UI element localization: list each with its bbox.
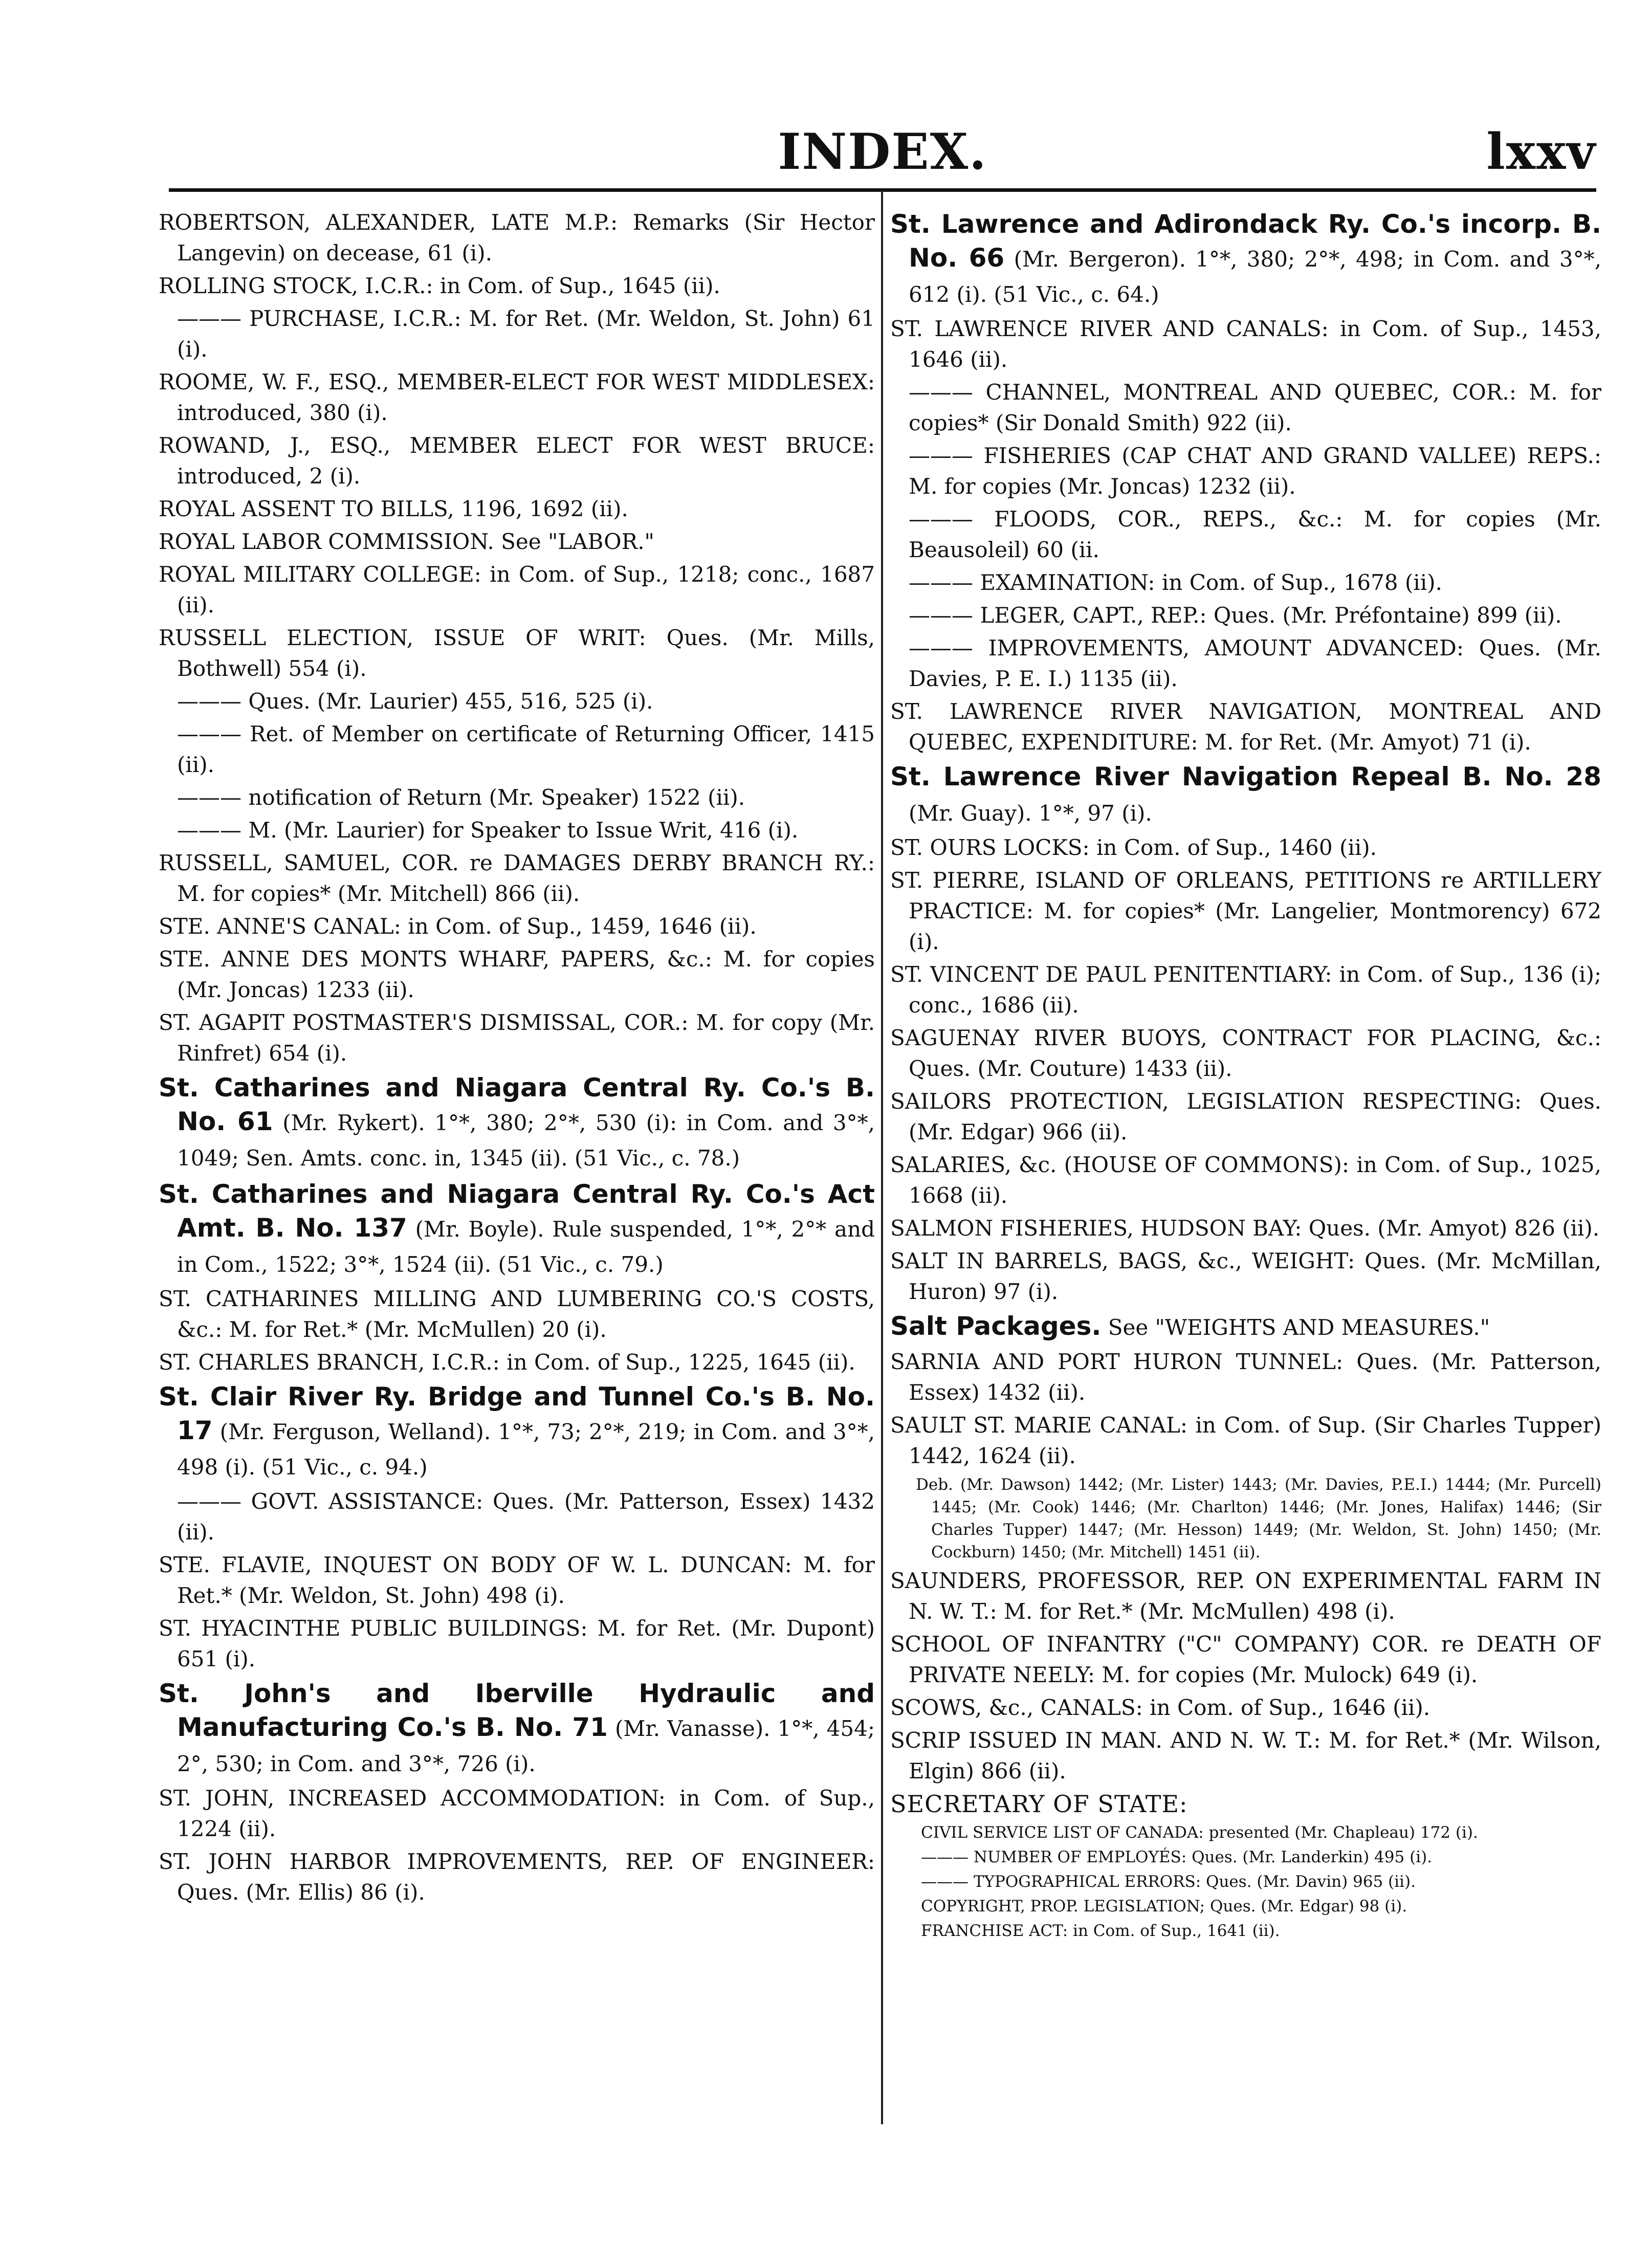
index-entry: ——— CHANNEL, MONTREAL AND QUEBEC, COR.: M. for copies* (Sir Donald Smith) 922 (ii). (909, 380, 1601, 435)
index-entry: SAILORS PROTECTION, LEGISLATION RESPECTING: Ques. (Mr. Edgar) 966 (ii). (890, 1089, 1601, 1144)
page-header (169, 113, 1596, 189)
page-number: lxxv (1486, 123, 1596, 181)
index-entry: ST. OURS LOCKS: in Com. of Sup., 1460 (ii). (890, 835, 1377, 860)
index-entry: SECRETARY OF STATE: (890, 1790, 1188, 1818)
index-entry: ——— IMPROVEMENTS, AMOUNT ADVANCED: Ques. (Mr. Davies, P. E. I.) 1135 (ii). (909, 635, 1601, 691)
index-entry: ST. VINCENT DE PAUL PENITENTIARY: in Com. of Sup., 136 (i); conc., 1686 (ii). (890, 962, 1601, 1018)
index-entry: RUSSELL, SAMUEL, COR. re DAMAGES DERBY BRANCH RY.: M. for copies* (Mr. Mitchell) 866 (ii). (159, 850, 875, 906)
index-entry: STE. ANNE DES MONTS WHARF, PAPERS, &c.: M. for copies (Mr. Joncas) 1233 (ii). (159, 946, 875, 1002)
index-entry: CIVIL SERVICE LIST OF CANADA: presented (Mr. Chapleau) 172 (i). (921, 1823, 1478, 1842)
index-entry (159, 1177, 875, 1282)
index-entry: ——— PURCHASE, I.C.R.: M. for Ret. (Mr. Weldon, St. John) 61 (i). (177, 306, 875, 362)
bill-details: (Mr. Guay). 1°*, 97 (i). (909, 801, 1152, 826)
index-entry: ——— GOVT. ASSISTANCE: Ques. (Mr. Patterson, Essex) 1432 (ii). (177, 1489, 875, 1545)
bill-title: Salt Packages. (890, 1311, 1102, 1341)
index-entry: ——— FISHERIES (CAP CHAT AND GRAND VALLEE) REPS.: M. for copies (Mr. Joncas) 1232 (ii). (909, 443, 1601, 499)
column-divider (881, 190, 883, 2124)
bill-title: St. Lawrence River Navigation Repeal B. No. 28 (890, 762, 1601, 791)
index-entry: FRANCHISE ACT: in Com. of Sup., 1641 (ii). (921, 1922, 1280, 1940)
index-entry: ——— M. (Mr. Laurier) for Speaker to Issue Writ, 416 (i). (177, 818, 799, 843)
bill-details: (Mr. Rykert). 1°*, 380; 2°*, 530 (i): in Com. and 3°*, 1049; Sen. Amts. conc. in, 1345 (ii). (51 Vic., c. 78.) (177, 1110, 875, 1171)
index-entry: ——— notification of Return (Mr. Speaker) 1522 (ii). (177, 785, 745, 810)
left-column (159, 207, 875, 2203)
index-entry: STE. FLAVIE, INQUEST ON BODY OF W. L. DUNCAN: M. for Ret.* (Mr. Weldon, St. John) 498 (i). (159, 1552, 875, 1608)
bill-title: St. Lawrence and Adirondack Ry. Co.'s incorp. B. No. 66 (890, 209, 1601, 273)
index-entry (890, 760, 1601, 830)
bill-title: St. Catharines and Niagara Central Ry. Co.'s B. No. 61 (159, 1073, 875, 1136)
index-entry (159, 1380, 875, 1484)
index-entry: ROYAL MILITARY COLLEGE: in Com. of Sup., 1218; conc., 1687 (ii). (159, 562, 875, 618)
page-title: INDEX. (778, 123, 987, 181)
index-entry: STE. ANNE'S CANAL: in Com. of Sup., 1459, 1646 (ii). (159, 914, 757, 939)
index-entry: ST. HYACINTHE PUBLIC BUILDINGS: M. for Ret. (Mr. Dupont) 651 (i). (159, 1616, 875, 1671)
bill-details: See "WEIGHTS AND MEASURES." (1101, 1315, 1490, 1340)
index-entry: ——— EXAMINATION: in Com. of Sup., 1678 (ii). (909, 570, 1442, 595)
bill-details: (Mr. Ferguson, Welland). 1°*, 73; 2°*, 219; in Com. and 3°*, 498 (i). (51 Vic., c. 94.) (177, 1419, 875, 1480)
index-entry: SALMON FISHERIES, HUDSON BAY: Ques. (Mr. Amyot) 826 (ii). (890, 1216, 1600, 1241)
index-entry: ROBERTSON, ALEXANDER, LATE M.P.: Remarks (Sir Hector Langevin) on decease, 61 (i). (159, 210, 875, 266)
index-entry: ——— FLOODS, COR., REPS., &c.: M. for copies (Mr. Beausoleil) 60 (ii. (909, 507, 1601, 562)
index-entry: ST. CHARLES BRANCH, I.C.R.: in Com. of Sup., 1225, 1645 (ii). (159, 1350, 855, 1375)
index-entry (890, 207, 1601, 312)
bill-title: St. John's and Iberville Hydraulic and Manufacturing Co.'s B. No. 71 (159, 1679, 875, 1742)
index-entry: ST. LAWRENCE RIVER NAVIGATION, MONTREAL AND QUEBEC, EXPENDITURE: M. for Ret. (Mr. Amyot) 71 (i). (890, 699, 1601, 755)
index-entry (159, 1677, 875, 1781)
index-entry: ——— Ques. (Mr. Laurier) 455, 516, 525 (i). (177, 689, 653, 714)
index-entry (890, 1309, 1601, 1345)
index-entry: ROOME, W. F., ESQ., MEMBER-ELECT FOR WEST MIDDLESEX: introduced, 380 (i). (159, 369, 875, 425)
index-entry: ST. LAWRENCE RIVER AND CANALS: in Com. of Sup., 1453, 1646 (ii). (890, 316, 1601, 372)
index-entry: SAUNDERS, PROFESSOR, REP. ON EXPERIMENTAL FARM IN N. W. T.: M. for Ret.* (Mr. McMullen) 498 (i). (890, 1568, 1601, 1624)
index-entry: COPYRIGHT, PROP. LEGISLATION; Ques. (Mr. Edgar) 98 (i). (921, 1897, 1407, 1915)
index-entry: SAGUENAY RIVER BUOYS, CONTRACT FOR PLACING, &c.: Ques. (Mr. Couture) 1433 (ii). (890, 1025, 1601, 1081)
index-entry: SCOWS, &c., CANALS: in Com. of Sup., 1646 (ii). (890, 1695, 1431, 1720)
index-entry: ROWAND, J., ESQ., MEMBER ELECT FOR WEST BRUCE: introduced, 2 (i). (159, 433, 875, 489)
right-column (890, 207, 1601, 2203)
index-entry: ——— Ret. of Member on certificate of Returning Officer, 1415 (ii). (177, 721, 875, 777)
index-entry: SCHOOL OF INFANTRY ("C" COMPANY) COR. re DEATH OF PRIVATE NEELY: M. for copies (Mr. Mulock) 649 (i). (890, 1632, 1601, 1687)
index-entry: ROYAL LABOR COMMISSION. See "LABOR." (159, 529, 654, 554)
index-entry: ——— NUMBER OF EMPLOYÉS: Ques. (Mr. Landerkin) 495 (i). (921, 1848, 1433, 1866)
index-entry: RUSSELL ELECTION, ISSUE OF WRIT: Ques. (Mr. Mills, Bothwell) 554 (i). (159, 625, 875, 681)
index-entry: SARNIA AND PORT HURON TUNNEL: Ques. (Mr. Patterson, Essex) 1432 (ii). (890, 1349, 1601, 1405)
index-entry: ST. CATHARINES MILLING AND LUMBERING CO.'S COSTS, &c.: M. for Ret.* (Mr. McMullen) 20 (i). (159, 1286, 875, 1342)
index-entry: ——— TYPOGRAPHICAL ERRORS: Ques. (Mr. Davin) 965 (ii). (921, 1873, 1416, 1891)
index-entry: ROLLING STOCK, I.C.R.: in Com. of Sup., 1645 (ii). (159, 273, 720, 298)
index-entry: SAULT ST. MARIE CANAL: in Com. of Sup. (Sir Charles Tupper) 1442, 1624 (ii). (890, 1413, 1601, 1468)
bill-title: St. Clair River Ry. Bridge and Tunnel Co.'s B. No. 17 (159, 1382, 875, 1445)
index-entry (159, 1071, 875, 1175)
bill-details: (Mr. Bergeron). 1°*, 380; 2°*, 498; in Com. and 3°*, 612 (i). (51 Vic., c. 64.) (909, 247, 1601, 307)
index-entry: SCRIP ISSUED IN MAN. AND N. W. T.: M. for Ret.* (Mr. Wilson, Elgin) 866 (ii). (890, 1728, 1601, 1783)
index-entry: ST. JOHN HARBOR IMPROVEMENTS, REP. OF ENGINEER: Ques. (Mr. Ellis) 86 (i). (159, 1849, 875, 1905)
index-entry: Deb. (Mr. Dawson) 1442; (Mr. Lister) 1443; (Mr. Davies, P.E.I.) 1444; (Mr. Purcell) 1445; (Mr. Cook) 1446; (Mr. Charlton) 1446; (Mr. Jones, Halifax) 1446; (Sir Charles Tupper) 1447; (Mr. Hesson) 1449; (Mr. Weldon, St. John) 1450; (Mr. Cockburn) 1450; (Mr. Mitchell) 1451 (ii). (916, 1476, 1601, 1561)
index-entry: ST. JOHN, INCREASED ACCOMMODATION: in Com. of Sup., 1224 (ii). (159, 1786, 875, 1841)
index-entry: ST. PIERRE, ISLAND OF ORLEANS, PETITIONS re ARTILLERY PRACTICE: M. for copies* (Mr. Langelier, Montmorency) 672 (i). (890, 868, 1601, 954)
index-entry: ST. AGAPIT POSTMASTER'S DISMISSAL, COR.: M. for copy (Mr. Rinfret) 654 (i). (159, 1010, 875, 1066)
index-entry: SALARIES, &c. (HOUSE OF COMMONS): in Com. of Sup., 1025, 1668 (ii). (890, 1152, 1601, 1208)
index-entry: SALT IN BARRELS, BAGS, &c., WEIGHT: Ques. (Mr. McMillan, Huron) 97 (i). (890, 1248, 1601, 1304)
index-entry: ——— LEGER, CAPT., REP.: Ques. (Mr. Préfontaine) 899 (ii). (909, 603, 1562, 628)
bill-title: St. Catharines and Niagara Central Ry. Co.'s Act Amt. B. No. 137 (159, 1179, 875, 1243)
bill-details: (Mr. Boyle). Rule suspended, 1°*, 2°* and in Com., 1522; 3°*, 1524 (ii). (51 Vic., c. 79.) (177, 1217, 875, 1277)
bill-details: (Mr. Vanasse). 1°*, 454; 2°, 530; in Com. and 3°*, 726 (i). (177, 1716, 875, 1776)
index-entry: ROYAL ASSENT TO BILLS, 1196, 1692 (ii). (159, 496, 628, 521)
